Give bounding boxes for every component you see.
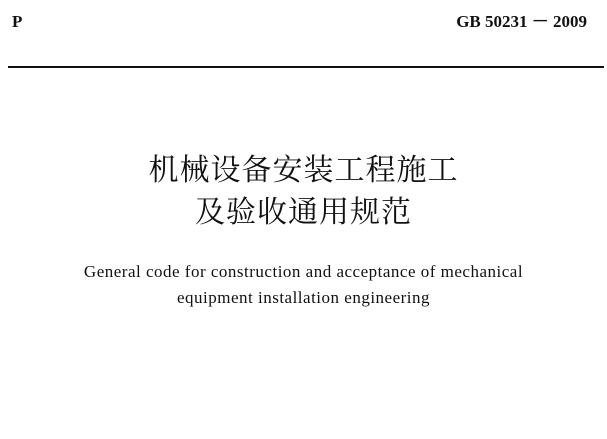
english-title [0,259,607,311]
english-title-line-1: General code for construction and acceptance of mechanical [83,262,524,281]
chinese-title-line-2: 及验收通用规范 [195,195,412,230]
standard-category: P [12,12,23,31]
standard-code: GB 50231 － 2009 [456,12,587,31]
chinese-title [0,150,607,234]
header-divider [8,66,604,68]
english-title-line-2: equipment installation engineering [176,288,431,307]
chinese-title-line-1: 机械设备安装工程施工 [148,153,459,188]
